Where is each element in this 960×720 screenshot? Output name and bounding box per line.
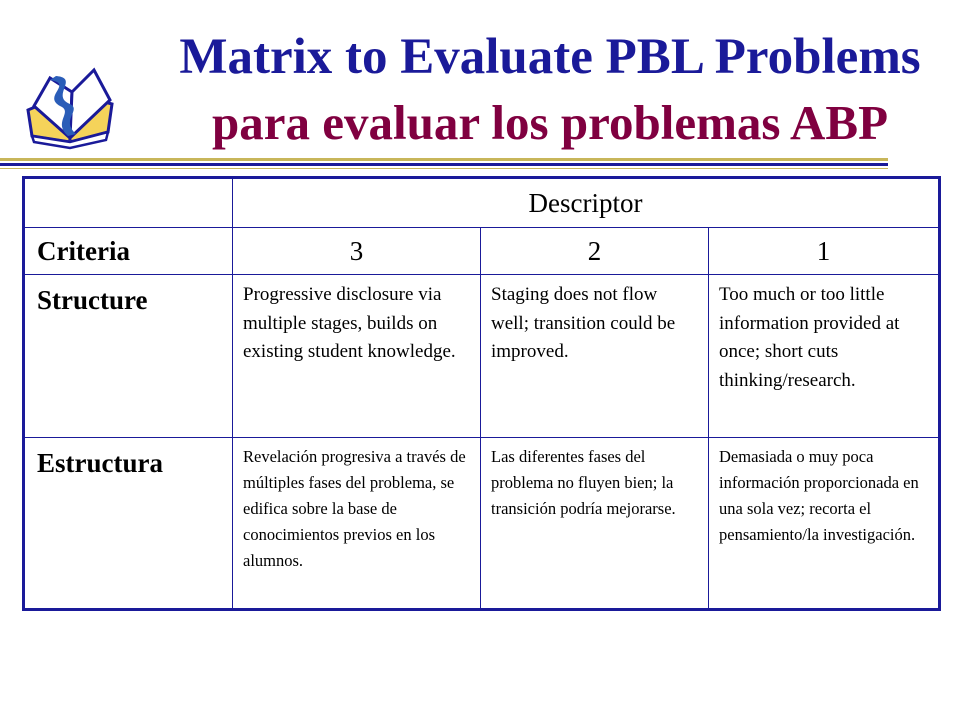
table-row-structure: [24, 275, 940, 438]
title-divider-gold-thin: [0, 168, 888, 169]
level-2-header: 2: [481, 228, 709, 275]
empty-header-cell: [24, 178, 233, 228]
level-3-header: 3: [233, 228, 481, 275]
table-row-levels: [24, 228, 940, 275]
evaluation-matrix: [22, 176, 941, 611]
criterion-estructura: Estructura: [24, 438, 233, 610]
level-1-header: 1: [709, 228, 940, 275]
estructura-level-2: Las diferentes fases del problema no fluyen bien; la transición podría mejorarse.: [481, 438, 709, 610]
estructura-level-1: Demasiada o muy poca información proporcionada en una sola vez; recorta el pensamiento/la investigación.: [709, 438, 940, 610]
structure-level-3: Progressive disclosure via multiple stages, builds on existing student knowledge.: [233, 275, 481, 438]
title-divider-blue: [0, 163, 888, 166]
structure-level-2: Staging does not flow well; transition could be improved.: [481, 275, 709, 438]
page-title-english: Matrix to Evaluate PBL Problems: [179, 29, 921, 85]
open-book-icon: [20, 62, 120, 150]
criterion-structure: Structure: [24, 275, 233, 438]
criteria-header: Criteria: [24, 228, 233, 275]
title-divider-gold: [0, 158, 888, 161]
estructura-level-3: Revelación progresiva a través de múltiples fases del problema, se edifica sobre la base de conocimientos previos en los alumnos.: [233, 438, 481, 610]
descriptor-header: Descriptor: [233, 178, 940, 228]
structure-level-1: Too much or too little information provided at once; short cuts thinking/research.: [709, 275, 940, 438]
page-title-spanish: para evaluar los problemas ABP: [211, 95, 889, 150]
table-row-estructura: [24, 438, 940, 610]
table-row-descriptor: [24, 178, 940, 228]
